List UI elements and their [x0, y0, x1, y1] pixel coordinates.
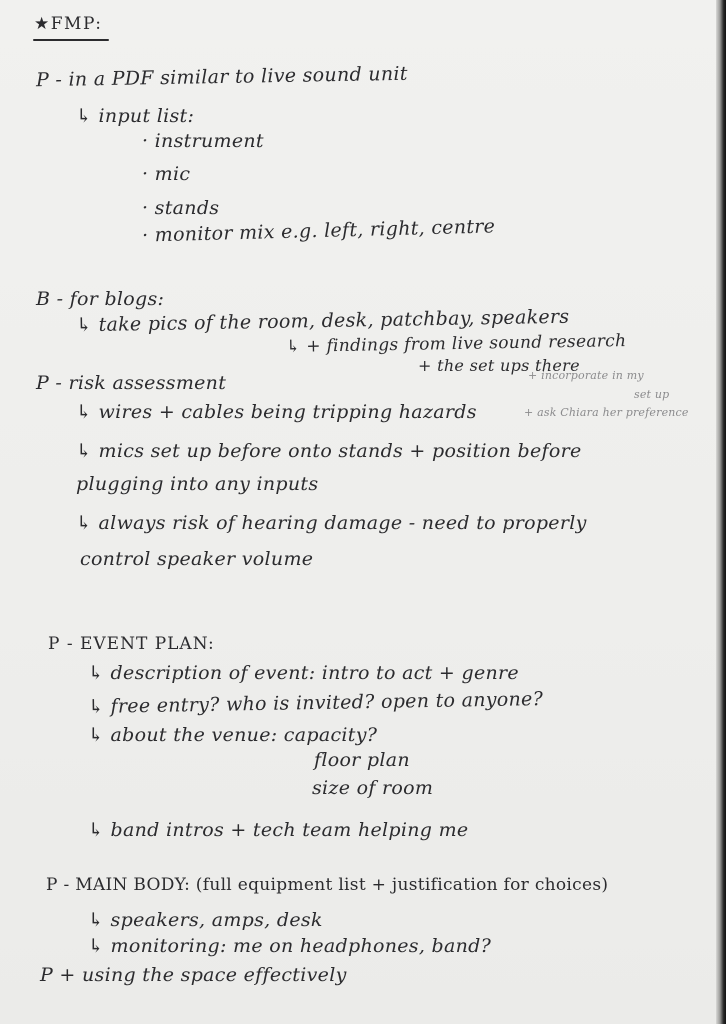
section-risk-header: P - risk assessment	[36, 372, 227, 394]
risk-side-note: + incorporate in my	[528, 369, 644, 382]
input-list-label: ↳ input list:	[76, 105, 195, 127]
main-line: P + using the space effectively	[40, 964, 347, 986]
risk-line: ↳ wires + cables being tripping hazards	[76, 401, 477, 423]
risk-line: control speaker volume	[80, 548, 314, 570]
risk-side-note: + ask Chiara her preference	[524, 406, 689, 419]
notebook-edge	[716, 0, 726, 1024]
section-b-line: ↳ + findings from live sound research	[285, 331, 627, 357]
input-list-item: · mic	[142, 163, 191, 185]
input-list-item: · stands	[142, 197, 220, 219]
risk-line: plugging into any inputs	[76, 473, 319, 495]
section-main-header: P - MAIN BODY: (full equipment list + justification for choices)	[46, 875, 609, 895]
risk-line: ↳ always risk of hearing damage - need to properly	[76, 512, 587, 534]
section-b-header: B - for blogs:	[36, 288, 165, 310]
page-title: ★FMP:	[34, 14, 103, 34]
main-line: ↳ monitoring: me on headphones, band?	[88, 935, 492, 957]
section-event-header: P - EVENT PLAN:	[48, 634, 215, 654]
event-line: floor plan	[314, 749, 410, 771]
event-line: ↳ band intros + tech team helping me	[88, 819, 469, 841]
input-list-item: · monitor mix e.g. left, right, centre	[141, 215, 496, 247]
section-p1-header: P - in a PDF similar to live sound unit	[35, 62, 408, 92]
input-list-item: · instrument	[142, 130, 264, 152]
risk-side-note: set up	[634, 388, 670, 401]
event-line: ↳ free entry? who is invited? open to anyone?	[87, 688, 544, 718]
main-line: ↳ speakers, amps, desk	[88, 909, 323, 931]
title-underline	[33, 39, 109, 41]
section-b-line: ↳ take pics of the room, desk, patchbay, speakers	[75, 305, 570, 337]
section-b-line: + the set ups there	[418, 356, 580, 375]
risk-line: ↳ mics set up before onto stands + position before	[76, 440, 582, 462]
event-line: ↳ description of event: intro to act + genre	[88, 662, 519, 684]
event-line: size of room	[312, 777, 434, 799]
event-line: ↳ about the venue: capacity?	[88, 724, 378, 746]
